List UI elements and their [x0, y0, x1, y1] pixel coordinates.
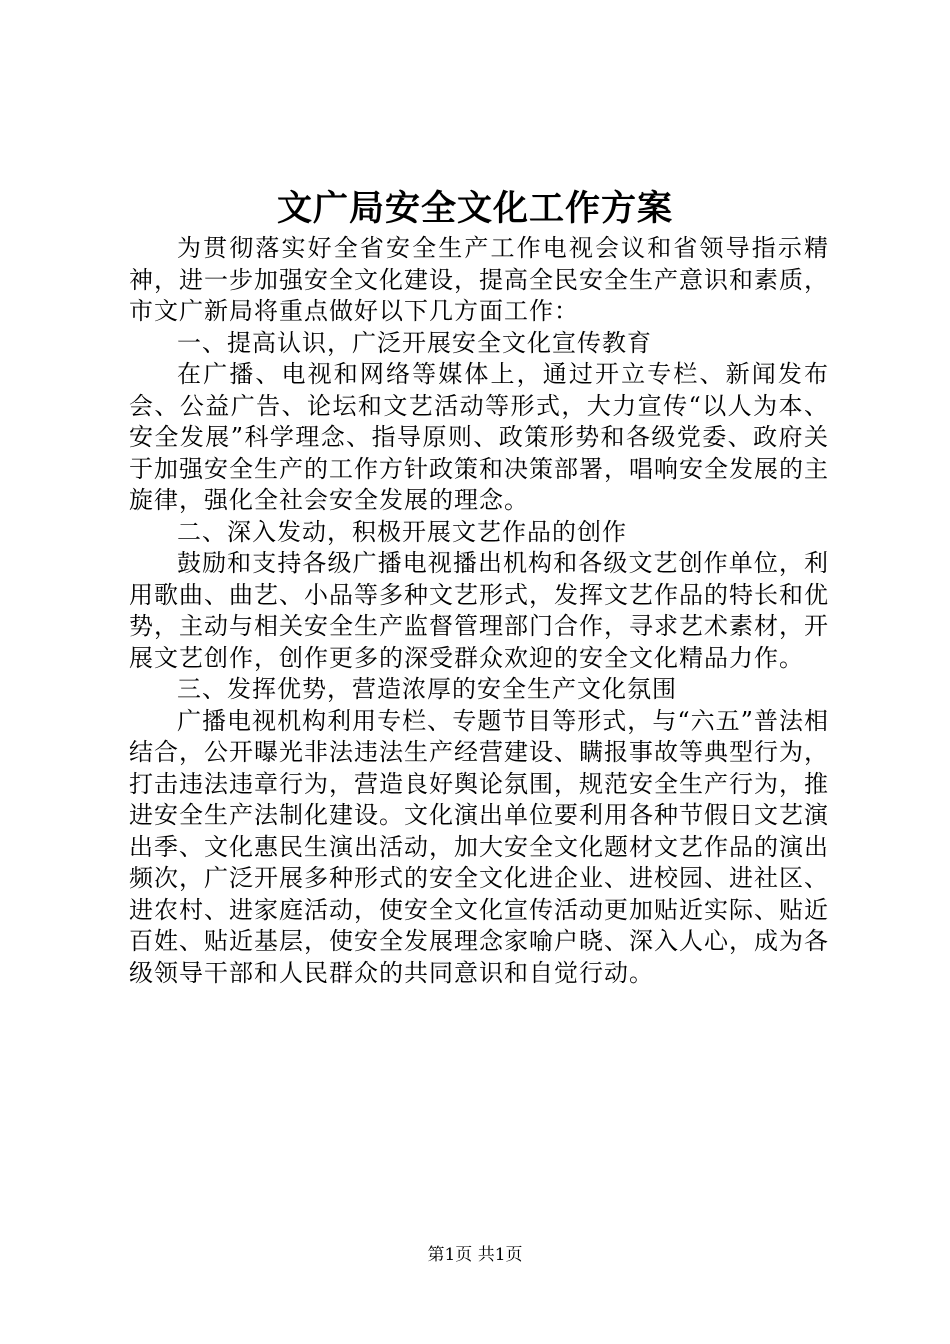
section-paragraph-2: 鼓励和支持各级广播电视播出机构和各级文艺创作单位，利用歌曲、曲艺、小品等多种文艺形式，发挥文艺作品的特长和优势，主动与相关安全生产监督管理部门合作，寻求艺术素材，开展文艺创作，创作更多的深受群众欢迎的安全文化精品力作。 [129, 549, 829, 672]
section-heading-1: 一、提高认识，广泛开展安全文化宣传教育 [177, 328, 652, 357]
section-heading-2: 二、深入发动，积极开展文艺作品的创作 [177, 517, 627, 546]
page-title: 文广局安全文化工作方案 [276, 188, 673, 229]
section-heading-3: 三、发挥优势，营造浓厚的安全生产文化氛围 [177, 675, 677, 703]
page-number-footer: 第1页 共1页 [427, 1245, 523, 1265]
section-paragraph-3: 广播电视机构利用专栏、专题节目等形式，与“六五”普法相结合，公开曝光非法违法生产经营建设、瞒报事故等典型行为，打击违法违章行为，营造良好舆论氛围，规范安全生产行为，推进安全生产法制化建设。文化演出单位要利用各种节假日文艺演出季、文化惠民生演出活动，加大安全文化题材文艺作品的演出频次，广泛开展多种形式的安全文化进企业、进校园、进社区、进农村、进家庭活动，使安全文化宣传活动更加贴近实际、贴近百姓、贴近基层，使安全发展理念家喻户晓、深入人心，成为各级领导干部和人民群众的共同意识和自觉行动。 [129, 706, 829, 987]
intro-paragraph: 为贯彻落实好全省安全生产工作电视会议和省领导指示精神，进一步加强安全文化建设，提高全民安全生产意识和素质，市文广新局将重点做好以下几方面工作： [129, 234, 829, 325]
section-paragraph-1: 在广播、电视和网络等媒体上，通过开立专栏、新闻发布会、公益广告、论坛和文艺活动等形式，大力宣传“以人为本、安全发展”科学理念、指导原则、政策形势和各级党委、政府关于加强安全生产的工作方针政策和决策部署，唱响安全发展的主旋律，强化全社会安全发展的理念。 [129, 360, 829, 514]
document-body [129, 233, 829, 989]
